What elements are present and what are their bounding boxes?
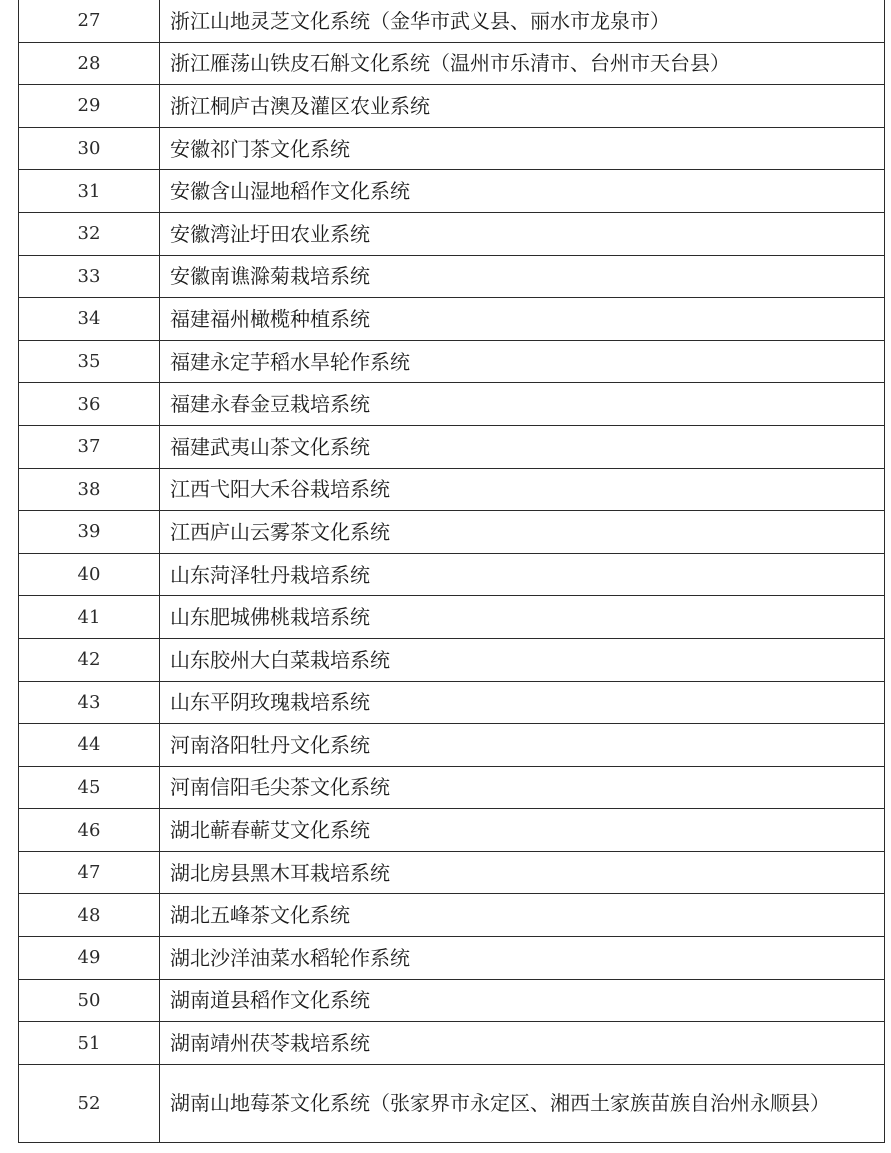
row-number: 32 <box>19 212 160 255</box>
table-row <box>19 809 885 852</box>
table-row <box>19 724 885 767</box>
table-row <box>19 0 885 42</box>
row-number: 40 <box>19 553 160 596</box>
system-name: 湖北沙洋油菜水稻轮作系统 <box>160 937 885 980</box>
system-name: 福建武夷山茶文化系统 <box>160 425 885 468</box>
table-row <box>19 42 885 85</box>
row-number: 49 <box>19 937 160 980</box>
table-row <box>19 425 885 468</box>
row-number: 52 <box>19 1064 160 1142</box>
table-row <box>19 127 885 170</box>
system-name: 安徽含山湿地稻作文化系统 <box>160 170 885 213</box>
table-row <box>19 638 885 681</box>
table-row <box>19 170 885 213</box>
table-row <box>19 937 885 980</box>
row-number: 38 <box>19 468 160 511</box>
table-row <box>19 766 885 809</box>
table-row <box>19 596 885 639</box>
system-name: 湖北蕲春蕲艾文化系统 <box>160 809 885 852</box>
table-row <box>19 1064 885 1142</box>
table-row <box>19 298 885 341</box>
table-row <box>19 212 885 255</box>
row-number: 35 <box>19 340 160 383</box>
row-number: 27 <box>19 0 160 42</box>
table-row <box>19 340 885 383</box>
row-number: 47 <box>19 851 160 894</box>
row-number: 28 <box>19 42 160 85</box>
system-name: 山东菏泽牡丹栽培系统 <box>160 553 885 596</box>
system-name: 江西弋阳大禾谷栽培系统 <box>160 468 885 511</box>
table-row <box>19 383 885 426</box>
row-number: 43 <box>19 681 160 724</box>
system-name: 湖北房县黑木耳栽培系统 <box>160 851 885 894</box>
table-row <box>19 894 885 937</box>
system-name: 山东胶州大白菜栽培系统 <box>160 638 885 681</box>
row-number: 42 <box>19 638 160 681</box>
table-row <box>19 681 885 724</box>
row-number: 29 <box>19 85 160 128</box>
system-name: 河南信阳毛尖茶文化系统 <box>160 766 885 809</box>
table-row <box>19 851 885 894</box>
table-row <box>19 553 885 596</box>
system-name: 安徽湾沚圩田农业系统 <box>160 212 885 255</box>
table-row <box>19 85 885 128</box>
table-row <box>19 979 885 1022</box>
system-name: 福建永定芋稻水旱轮作系统 <box>160 340 885 383</box>
system-name: 河南洛阳牡丹文化系统 <box>160 724 885 767</box>
system-name: 浙江桐庐古澳及灌区农业系统 <box>160 85 885 128</box>
row-number: 50 <box>19 979 160 1022</box>
row-number: 31 <box>19 170 160 213</box>
row-number: 33 <box>19 255 160 298</box>
row-number: 41 <box>19 596 160 639</box>
system-name: 安徽南谯滁菊栽培系统 <box>160 255 885 298</box>
system-name: 浙江雁荡山铁皮石斛文化系统（温州市乐清市、台州市天台县） <box>160 42 885 85</box>
row-number: 34 <box>19 298 160 341</box>
system-name: 安徽祁门茶文化系统 <box>160 127 885 170</box>
system-name: 福建永春金豆栽培系统 <box>160 383 885 426</box>
table-body <box>19 0 885 1142</box>
row-number: 36 <box>19 383 160 426</box>
row-number: 44 <box>19 724 160 767</box>
table-row <box>19 255 885 298</box>
system-name: 山东肥城佛桃栽培系统 <box>160 596 885 639</box>
system-name: 湖南靖州茯苓栽培系统 <box>160 1022 885 1065</box>
system-name: 湖南山地莓茶文化系统（张家界市永定区、湘西土家族苗族自治州永顺县） <box>160 1064 885 1142</box>
heritage-systems-table <box>18 0 885 1143</box>
system-name: 湖北五峰茶文化系统 <box>160 894 885 937</box>
row-number: 39 <box>19 511 160 554</box>
row-number: 45 <box>19 766 160 809</box>
table-row <box>19 511 885 554</box>
table-row <box>19 1022 885 1065</box>
row-number: 48 <box>19 894 160 937</box>
row-number: 37 <box>19 425 160 468</box>
table-row <box>19 468 885 511</box>
row-number: 30 <box>19 127 160 170</box>
system-name: 福建福州橄榄种植系统 <box>160 298 885 341</box>
system-name: 湖南道县稻作文化系统 <box>160 979 885 1022</box>
row-number: 46 <box>19 809 160 852</box>
row-number: 51 <box>19 1022 160 1065</box>
system-name: 江西庐山云雾茶文化系统 <box>160 511 885 554</box>
system-name: 浙江山地灵芝文化系统（金华市武义县、丽水市龙泉市） <box>160 0 885 42</box>
system-name: 山东平阴玫瑰栽培系统 <box>160 681 885 724</box>
